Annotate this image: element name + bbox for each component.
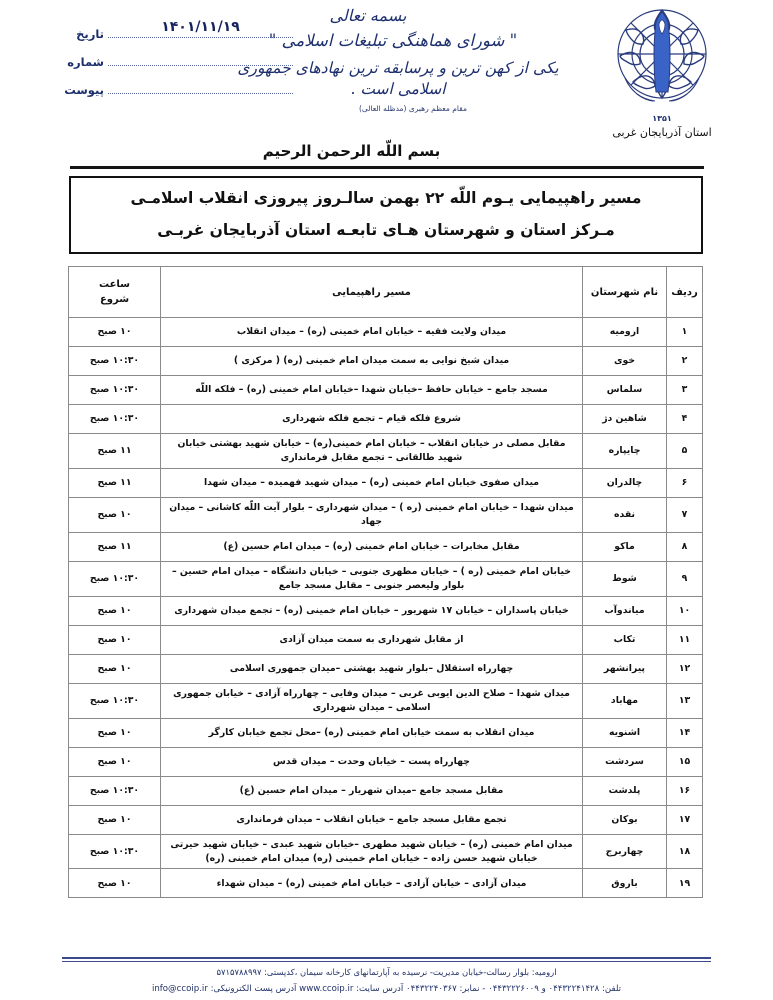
table-row: [69, 747, 703, 776]
table-row: [69, 654, 703, 683]
table-row: [69, 869, 703, 898]
table-row: [69, 776, 703, 805]
cell-city: چالدران: [583, 468, 667, 497]
table-row: [69, 834, 703, 869]
cell-route: چهارراه استقلال –بلوار شهید بهشتی –میدان جمهوری اسلامی: [161, 654, 583, 683]
besmeh-taali-text: بسمه تعالی: [329, 6, 407, 25]
cell-city: تکاب: [583, 625, 667, 654]
cell-time: ۱۰ صبح: [69, 747, 161, 776]
table-header-row: [69, 267, 703, 318]
document-title-box: [69, 176, 703, 254]
cell-time: ۱۰ صبح: [69, 654, 161, 683]
cell-time: ۱۱ صبح: [69, 434, 161, 469]
emblem-founding-year: ۱۳۵۱: [652, 114, 672, 123]
cell-route: شروع فلکه قیام – تجمع فلکه شهرداری: [161, 405, 583, 434]
cell-route: میدان صفوی خیابان امام خمینی (ره) – میدان شهید فهمیده – میدان شهدا: [161, 468, 583, 497]
number-label: شماره: [67, 55, 104, 69]
cell-city: نقده: [583, 497, 667, 532]
cell-city: پلدشت: [583, 776, 667, 805]
cell-route: چهارراه پست – خیابان وحدت – میدان قدس: [161, 747, 583, 776]
cell-index: ۱: [667, 318, 703, 347]
cell-route: مقابل مصلی در خیابان انقلاب – خیابان امام خمینی(ره) – خیابان شهید بهشتی خیابان شهید طالقانی – تجمع مقابل فرمانداری: [161, 434, 583, 469]
cell-route: میدان شهدا – خیابان امام خمینی (ره ) – میدان شهرداری – بلوار آیت اللّه کاشانی – میدان جهاد: [161, 497, 583, 532]
quote-attribution-text: مقام معظم رهبری (مدظله العالی): [359, 103, 467, 113]
table-row: [69, 561, 703, 596]
cell-route: مقابل مخابرات – خیابان امام خمینی (ره) – میدان امام حسین (ع): [161, 532, 583, 561]
cell-city: میاندوآب: [583, 596, 667, 625]
cell-index: ۱۳: [667, 683, 703, 718]
table-body: [69, 318, 703, 898]
cell-city: مهاباد: [583, 683, 667, 718]
cell-time: ۱۰ صبح: [69, 318, 161, 347]
table-row: [69, 625, 703, 654]
table-row: [69, 347, 703, 376]
table-row: [69, 318, 703, 347]
cell-route: میدان امام خمینی (ره) – خیابان شهید مطهری –خیابان شهید عبدی – خیابان شهید حیرتی خیابان شهید حسن زاده – خیابان امام خمینی (ره) میدان امام خمینی (ره): [161, 834, 583, 869]
cell-city: شوط: [583, 561, 667, 596]
date-value: ۱۴۰۱/۱۱/۱۹: [161, 19, 240, 35]
table-row: [69, 434, 703, 469]
cell-route: خیابان پاسداران – خیابان ۱۷ شهریور – خیابان امام خمینی (ره) – تجمع میدان شهرداری: [161, 596, 583, 625]
cell-route: میدان آزادی – خیابان آزادی – خیابان امام خمینی (ره) – میدان شهداء: [161, 869, 583, 898]
cell-index: ۱۰: [667, 596, 703, 625]
cell-city: باروق: [583, 869, 667, 898]
cell-time: ۱۰ صبح: [69, 596, 161, 625]
cell-time: ۱۰ صبح: [69, 497, 161, 532]
cell-index: ۱۵: [667, 747, 703, 776]
document-footer: [0, 957, 773, 997]
cell-index: ۱۸: [667, 834, 703, 869]
cell-time: ۱۰ صبح: [69, 869, 161, 898]
cell-index: ۶: [667, 468, 703, 497]
cell-index: ۴: [667, 405, 703, 434]
cell-index: ۱۹: [667, 869, 703, 898]
cell-time: ۱۰:۳۰ صبح: [69, 834, 161, 869]
cell-route: خیابان امام خمینی (ره ) – خیابان مطهری جنوبی – خیابان دانشگاه – میدان امام حسین – بلوار ولیعصر جنوبی – مقابل مسجد جامع: [161, 561, 583, 596]
cell-index: ۳: [667, 376, 703, 405]
cell-city: ارومیه: [583, 318, 667, 347]
cell-city: سلماس: [583, 376, 667, 405]
emblem-block: [587, 4, 737, 139]
cell-route: میدان انقلاب به سمت خیابان امام خمینی (ره) –محل تجمع خیابان کارگر: [161, 718, 583, 747]
cell-index: ۱۷: [667, 805, 703, 834]
cell-route: میدان ولایت فقیه – خیابان امام خمینی (ره) – میدان انقلاب: [161, 318, 583, 347]
calligraphy-block: [228, 2, 568, 113]
cell-route: تجمع مقابل مسجد جامع – خیابان انقلاب – میدان فرمانداری: [161, 805, 583, 834]
cell-index: ۲: [667, 347, 703, 376]
cell-city: سردشت: [583, 747, 667, 776]
cell-index: ۹: [667, 561, 703, 596]
cell-time: ۱۰:۳۰ صبح: [69, 405, 161, 434]
column-header-time-line2: شروع: [99, 294, 130, 306]
cell-time: ۱۰ صبح: [69, 718, 161, 747]
cell-route: مسجد جامع – خیابان حافظ –خیابان شهدا –خیابان امام خمینی (ره) – فلکه اللّه: [161, 376, 583, 405]
cell-time: ۱۰:۳۰ صبح: [69, 347, 161, 376]
table-row: [69, 718, 703, 747]
cell-index: ۵: [667, 434, 703, 469]
cell-index: ۱۶: [667, 776, 703, 805]
cell-index: ۱۴: [667, 718, 703, 747]
column-header-index: ردیف: [667, 267, 703, 318]
march-routes-table: [68, 266, 703, 898]
cell-route: از مقابل شهرداری به سمت میدان آزادی: [161, 625, 583, 654]
table-row: [69, 405, 703, 434]
cell-time: ۱۰ صبح: [69, 805, 161, 834]
letterhead: [0, 0, 773, 168]
cell-route: میدان شیخ نوایی به سمت میدان امام خمینی (ره) ( مرکزی ): [161, 347, 583, 376]
footer-contact: تلفن: ۰۴۴۳۲۲۴۱۴۲۸ و ۰۴۴۳۲۲۲۶۰۰۹ - نمابر: ۰۴۴۳۲۲۴۰۳۶۷ آدرس سایت: www.ccoip.ir آدرس پست الکترونیکی: info@ccoip.ir: [151, 984, 622, 995]
date-label: تاریخ: [76, 27, 104, 41]
column-header-time: [69, 267, 161, 318]
emblem-province-label: استان آذربایجان غربی: [612, 126, 712, 139]
attachment-label: پیوست: [64, 83, 104, 97]
cell-time: ۱۰ صبح: [69, 625, 161, 654]
cell-time: ۱۰:۳۰ صبح: [69, 683, 161, 718]
cell-city: پیرانشهر: [583, 654, 667, 683]
cell-time: ۱۰:۳۰ صبح: [69, 561, 161, 596]
table-row: [69, 497, 703, 532]
cell-time: ۱۰:۳۰ صبح: [69, 776, 161, 805]
table-row: [69, 376, 703, 405]
table-row: [69, 596, 703, 625]
table-row: [69, 468, 703, 497]
cell-index: ۷: [667, 497, 703, 532]
bismillah-text: بسم اللّه الرحمن الرحیم: [262, 142, 441, 160]
cell-route: میدان شهدا – صلاح الدین ایوبی غربی – میدان وفایی – چهارراه آزادی – خیابان جمهوری اسلامی – میدان شهرداری: [161, 683, 583, 718]
cell-time: ۱۱ صبح: [69, 532, 161, 561]
column-header-city: نام شهرستان: [583, 267, 667, 318]
page-title-line-1: مسیر راهپیمایی یـوم اللّه ۲۲ بهمن سالـروز پیروزی انقلاب اسلامـی: [130, 189, 642, 207]
cell-index: ۱۱: [667, 625, 703, 654]
column-header-route: مسیر راهپیمایی: [161, 267, 583, 318]
table-row: [69, 532, 703, 561]
cell-city: چایپاره: [583, 434, 667, 469]
header-divider: [70, 166, 704, 169]
cell-route: مقابل مسجد جامع –میدان شهریار – میدان امام حسین (ع): [161, 776, 583, 805]
cell-city: شاهین دژ: [583, 405, 667, 434]
cell-city: بوکان: [583, 805, 667, 834]
cell-index: ۱۲: [667, 654, 703, 683]
footer-address: ارومیه: بلوار رسالت-خیابان مدیریت- نرسیده به آپارتمانهای کارخانه سیمان ،کدپستی: ۵۷۱۵۷۸۸۹۹۷: [216, 966, 557, 977]
council-quote-text: یکی از کهن ترین و پرسابقه ترین نهادهای جمهوری اسلامی است .: [237, 59, 559, 98]
table-row: [69, 683, 703, 718]
cell-time: ۱۰:۳۰ صبح: [69, 376, 161, 405]
table-row: [69, 805, 703, 834]
footer-divider: [62, 957, 711, 962]
cell-city: اشنویه: [583, 718, 667, 747]
page-title-line-2: مـرکز استان و شهرستان هـای تابعـه استان آذربایجان غربـی: [157, 221, 615, 240]
cell-city: خوی: [583, 347, 667, 376]
cell-city: ماکو: [583, 532, 667, 561]
cell-city: چهاربرج: [583, 834, 667, 869]
column-header-time-line1: ساعت: [98, 279, 130, 291]
council-name-text: " شورای هماهنگی تبلیغات اسلامی ": [268, 31, 518, 50]
cell-time: ۱۱ صبح: [69, 468, 161, 497]
cell-index: ۸: [667, 532, 703, 561]
